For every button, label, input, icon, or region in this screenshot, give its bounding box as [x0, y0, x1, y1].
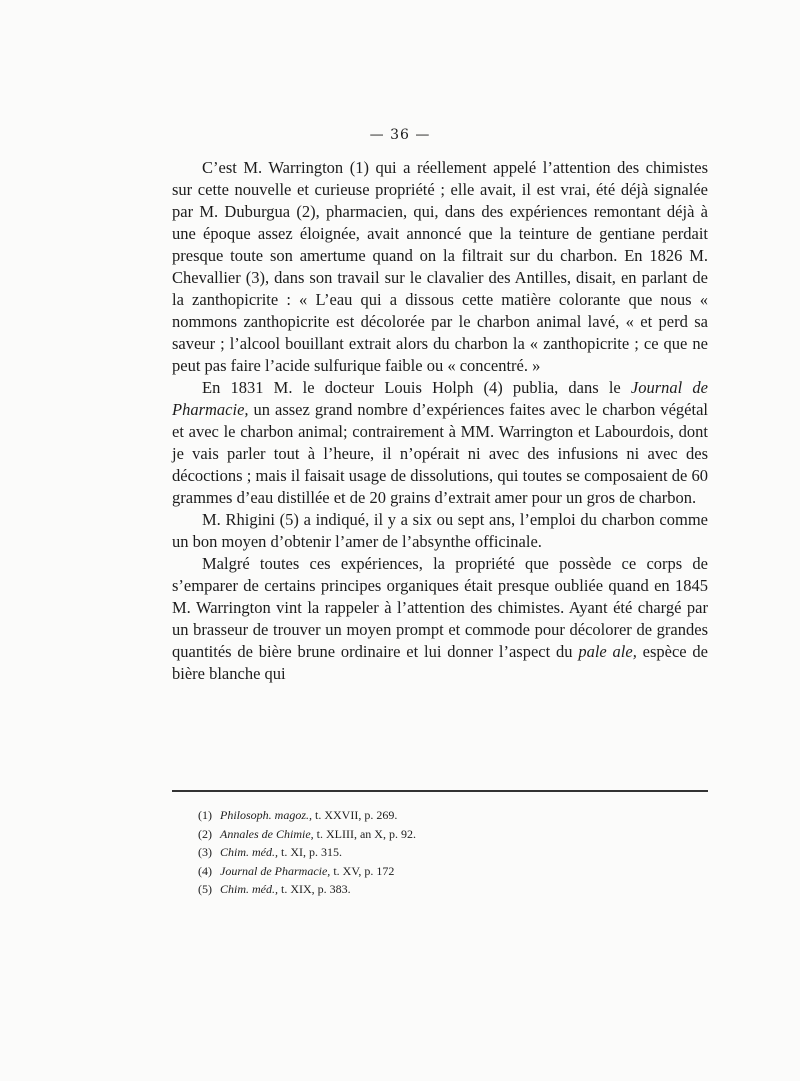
- footnotes: [198, 806, 698, 899]
- footnote: [198, 825, 698, 844]
- footnote-source: Chim. méd.,: [220, 882, 278, 897]
- footnote-reference: t. XLIII, an X, p. 92.: [313, 826, 416, 841]
- footnote-source: Journal de Pharmacie,: [220, 863, 331, 878]
- footnote: [198, 862, 698, 881]
- text-run: espèce de bière blanche qui: [172, 642, 708, 683]
- italic-title: Journal de Pharmacie,: [172, 378, 708, 419]
- italic-title: pale ale,: [578, 642, 637, 661]
- text-run: C’est M. Warrington (1) qui a réellement appelé l’attention des chimistes sur cette nouvelle et curieuse propriété ; elle avait, il est vrai, été déjà signalée par M. Duburgua (2), pharmacien, qui, dans des expériences remontant déjà à une époque assez éloignée, avait annoncé que la teinture de gentiane perdait presque toute son amertume quand on la filtrait sur du charbon. En 1826 M. Chevallier (3), dans son travail sur le clavalier des Antilles, disait, en parlant de la zanthopicrite : « L’eau qui a dissous cette matière colorante que nous « nommons zanthopicrite est décolorée par le charbon animal lavé, « et perd sa saveur ; l’alcool bouillant extrait alors du charbon la « zanthopicrite ; ce que ne peut pas faire l’acide sulfurique faible ou « concentré. »: [172, 158, 708, 375]
- paragraph: [172, 509, 708, 553]
- footnote: [198, 806, 698, 825]
- paragraph: [172, 377, 708, 509]
- footnote-number: (1): [198, 808, 212, 822]
- footnote: [198, 880, 698, 899]
- text-run: Malgré toutes ces expériences, la propriété que possède ce corps de s’emparer de certains principes organiques était presque oubliée quand en 1845 M. Warrington vint la rappeler à l’attention des chimistes. Ayant été chargé par un brasseur de trouver un moyen prompt et commode pour décolorer de grandes quantités de bière brune ordinaire et lui donner l’aspect du: [172, 554, 708, 661]
- text-run: un assez grand nombre d’expériences faites avec le charbon végétal et avec le charbon animal; contrairement à MM. Warrington et Labourdois, dont je vais parler tout à l’heure, il n’opérait ni avec des infusions ni avec des décoctions ; mais il faisait usage de dissolutions, qui toutes se composaient de 60 grammes d’eau distillée et de 20 grains d’extrait amer pour un gros de charbon.: [172, 400, 708, 507]
- footnote-number: (2): [198, 826, 212, 841]
- footnote-source: Chim. méd.,: [220, 845, 278, 860]
- footnote-number: (5): [198, 882, 212, 897]
- footnote-rule: [172, 790, 708, 792]
- text-run: M. Rhigini (5) a indiqué, il y a six ou sept ans, l’emploi du charbon comme un bon moyen d’obtenir l’amer de l’absynthe officinale.: [172, 510, 708, 551]
- footnote-reference: t. XIX, p. 383.: [278, 882, 351, 897]
- footnote-source: Philosoph. magoz.,: [220, 808, 313, 822]
- body-text: [172, 157, 708, 685]
- footnote-number: (3): [198, 845, 212, 860]
- paragraph: [172, 553, 708, 685]
- page-number: — 36 —: [369, 127, 431, 143]
- footnote-number: (4): [198, 863, 212, 878]
- footnote-reference: t. XI, p. 315.: [278, 845, 342, 860]
- footnote: [198, 843, 698, 862]
- footnote-source: Annales de Chimie,: [220, 826, 314, 841]
- footnote-reference: t. XV, p. 172: [330, 863, 395, 878]
- paragraph: [172, 157, 708, 377]
- text-run: En 1831 M. le docteur Louis Holph (4) publia, dans le: [202, 378, 631, 397]
- footnote-reference: t. XXVII, p. 269.: [312, 808, 398, 822]
